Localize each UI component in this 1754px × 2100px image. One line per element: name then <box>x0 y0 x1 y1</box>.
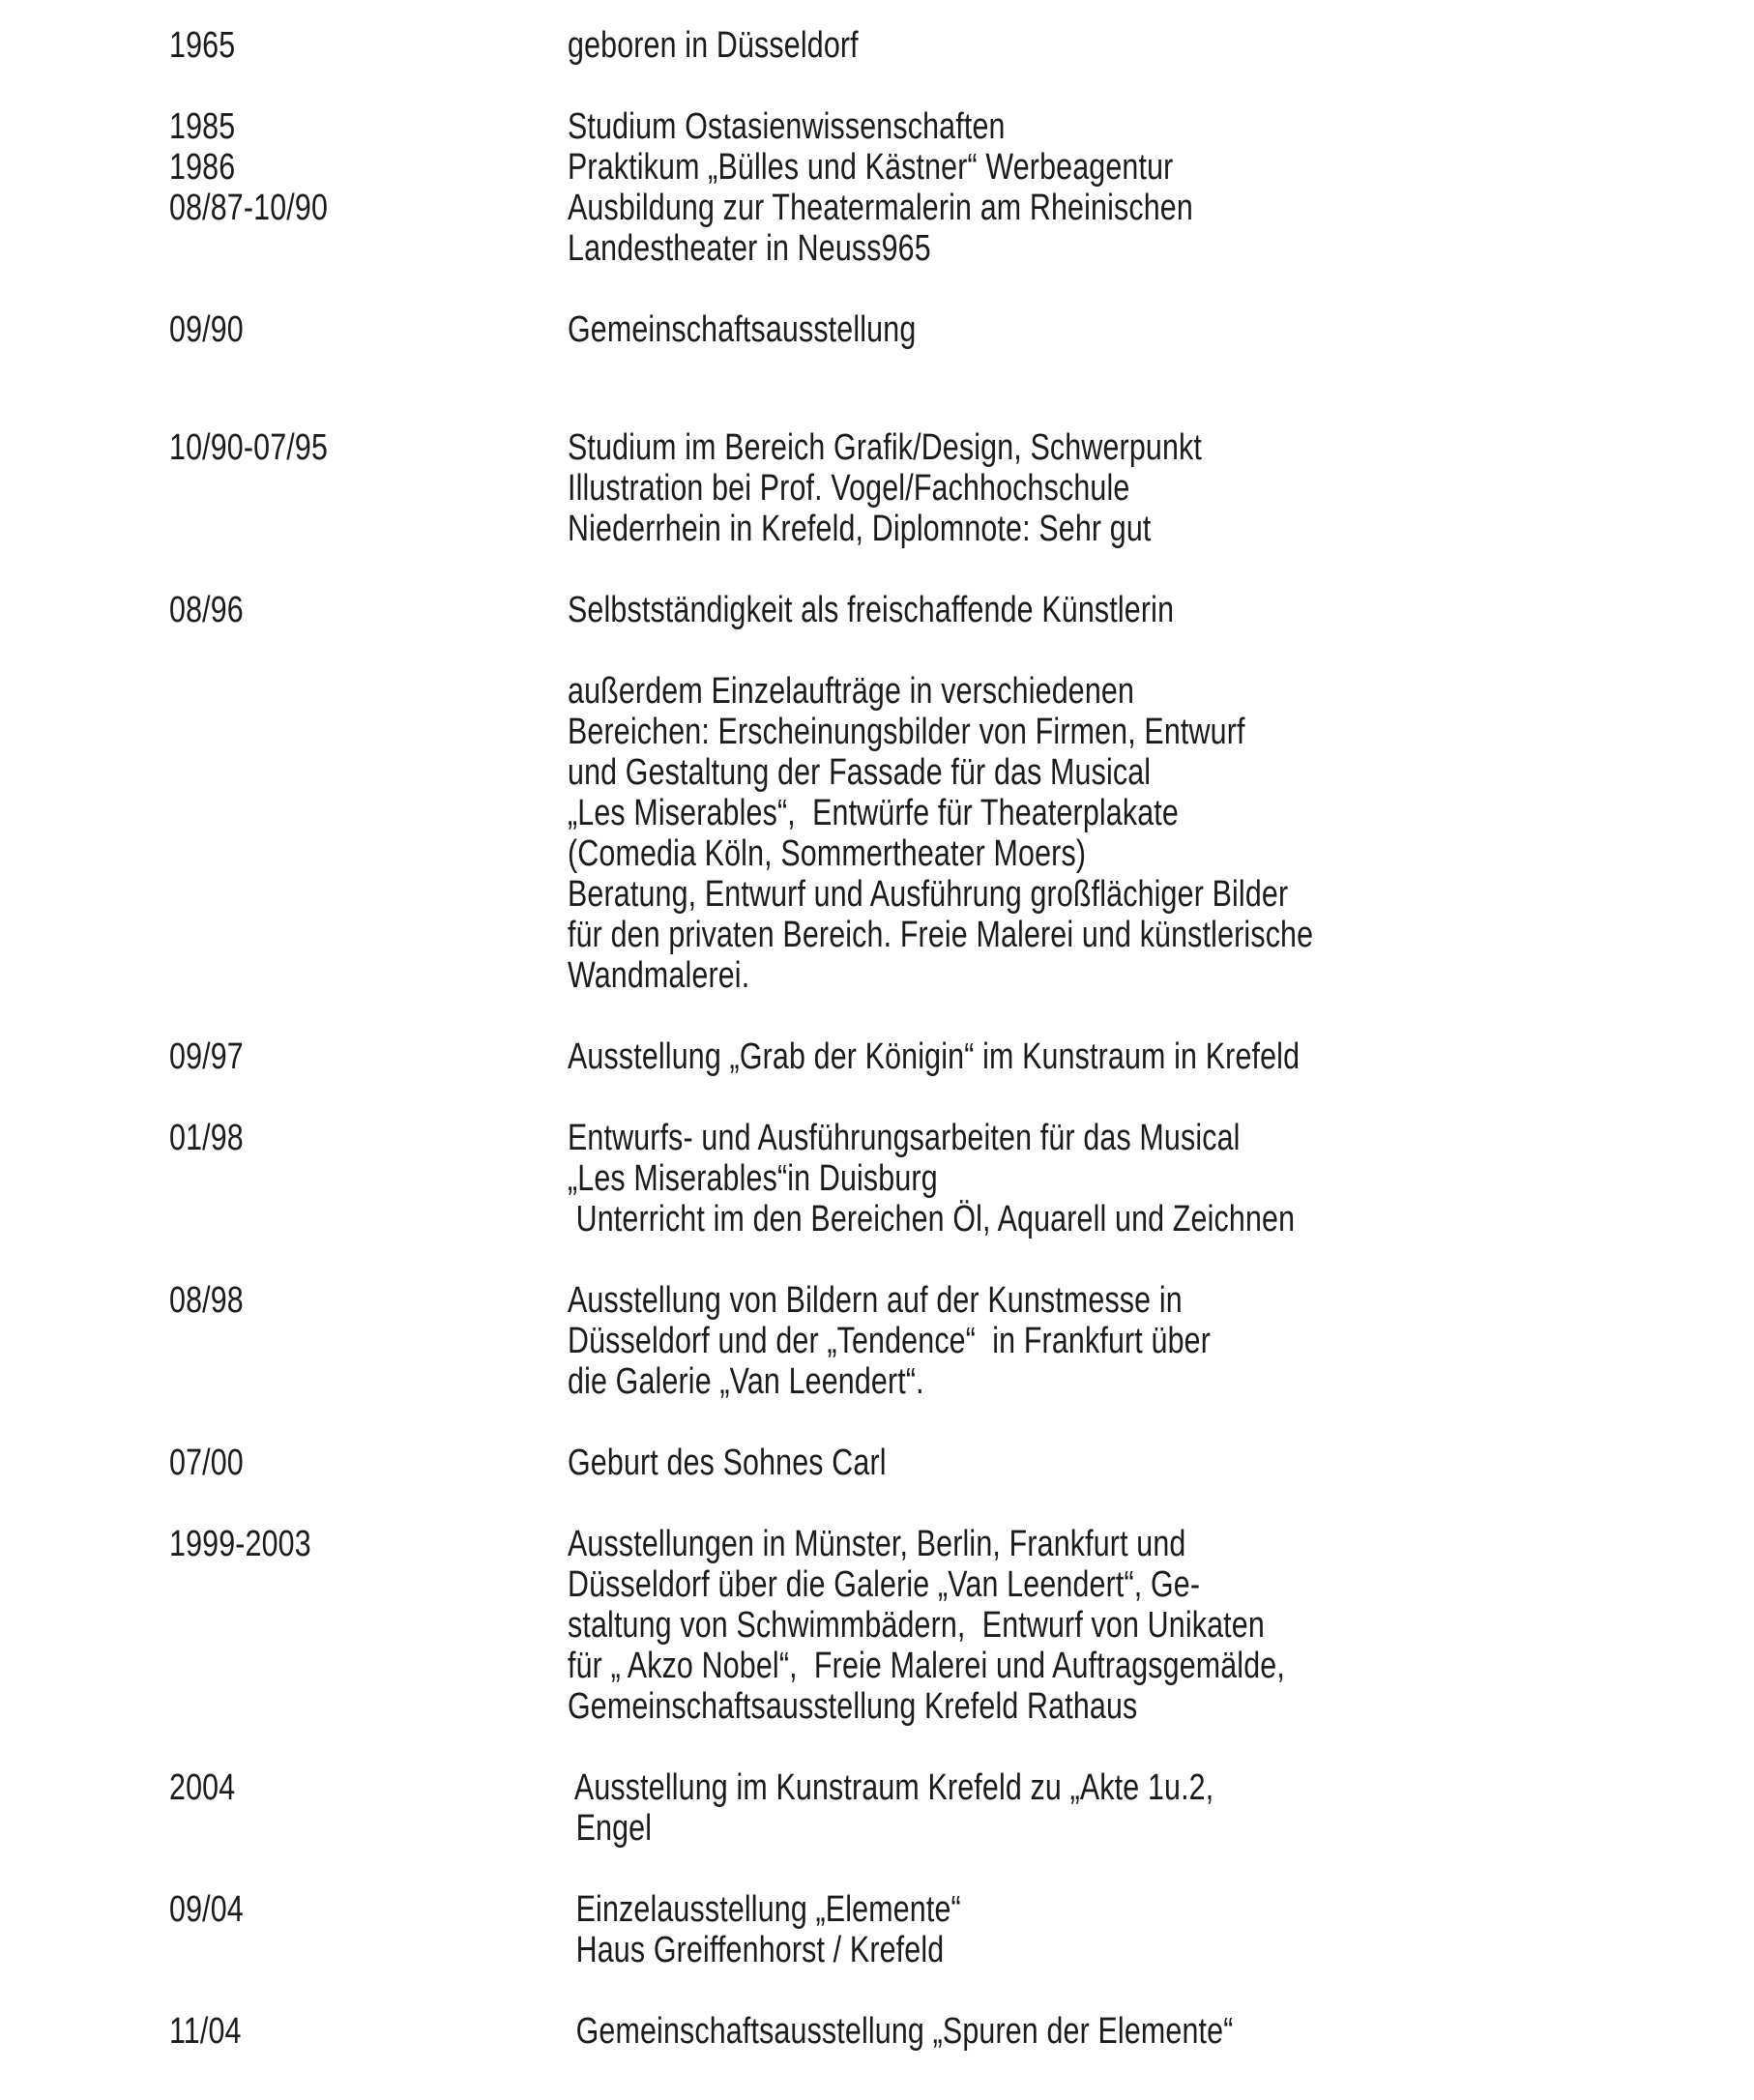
cv-entry-text-line <box>568 833 1754 874</box>
cv-entry-text-line <box>568 228 1754 269</box>
cv-entry-text-line <box>568 1036 1754 1077</box>
cv-entry-text-line <box>568 427 1754 468</box>
cv-entry-text-line <box>568 1361 1754 1402</box>
cv-entry <box>169 1767 1754 1849</box>
cv-entry <box>169 427 1754 549</box>
cv-entry-text-line <box>568 955 1754 996</box>
cv-entry-text: Unterricht im den Bereichen Öl, Aquarell und Zeichnen <box>568 1199 1296 1240</box>
cv-entry-text: Landestheater in Neuss965 <box>568 228 931 269</box>
cv-entry-text: Ausstellungen in Münster, Berlin, Frankfurt und <box>568 1524 1186 1564</box>
cv-entry-date-text: 01/98 <box>169 1118 244 1158</box>
cv-entry-text: Selbstständigkeit als freischaffende Künstlerin <box>568 590 1175 630</box>
cv-entry-date-text: 08/87-10/90 <box>169 188 329 228</box>
cv-entry <box>169 188 1754 269</box>
cv-entry-date <box>169 309 568 350</box>
cv-entry-text: Geburt des Sohnes Carl <box>568 1443 887 1483</box>
cv-entry-date-text: 09/97 <box>169 1036 244 1077</box>
cv-entry-text: und Gestaltung der Fassade für das Musical <box>568 752 1152 793</box>
cv-entry-date-text: 08/98 <box>169 1280 244 1321</box>
cv-entry-text-line <box>568 2011 1754 2052</box>
cv-entry-text: Niederrhein in Krefeld, Diplomnote: Sehr gut <box>568 509 1152 549</box>
cv-entry-date <box>169 25 568 66</box>
cv-entry-date <box>169 1280 568 1321</box>
cv-entry-description <box>568 1443 1754 1483</box>
cv-entry-text-line <box>568 1767 1754 1808</box>
cv-entry-text: Studium Ostasienwissenschaften <box>568 106 1006 147</box>
cv-entry-text: Gemeinschaftsausstellung Krefeld Rathaus <box>568 1686 1138 1727</box>
cv-entry-text-line <box>568 1280 1754 1321</box>
cv-entry-date <box>169 1767 568 1808</box>
cv-entry-description <box>568 1036 1754 1077</box>
cv-entry-text-line <box>568 1605 1754 1646</box>
cv-entry-text-line <box>568 1564 1754 1605</box>
cv-entry-description <box>568 1280 1754 1402</box>
cv-entry-text-line <box>568 712 1754 752</box>
cv-entry-text-line <box>568 752 1754 793</box>
cv-entry-text: Gemeinschaftsausstellung <box>568 309 917 350</box>
cv-entry <box>169 309 1754 350</box>
cv-entry-text-line <box>568 1646 1754 1686</box>
cv-entry <box>169 1524 1754 1727</box>
cv-entry-text: Beratung, Entwurf und Ausführung großflächiger Bilder <box>568 874 1289 915</box>
cv-entry-text-line <box>568 147 1754 188</box>
cv-entry-text-line <box>568 1686 1754 1727</box>
cv-entry-date-text: 08/96 <box>169 590 244 630</box>
cv-entry-text: Ausstellung von Bildern auf der Kunstmesse in <box>568 1280 1183 1321</box>
cv-entry-text: Gemeinschaftsausstellung „Spuren der Elemente“ <box>568 2011 1234 2052</box>
cv-entry-date-text: 07/00 <box>169 1443 244 1483</box>
cv-entry-text: Ausbildung zur Theatermalerin am Rheinischen <box>568 188 1193 228</box>
cv-entry-date <box>169 1036 568 1077</box>
cv-entry-text: Haus Greiffenhorst / Krefeld <box>568 1930 945 1970</box>
cv-entry-text: „Les Miserables“in Duisburg <box>568 1158 938 1199</box>
cv-entry-text-line <box>568 915 1754 955</box>
cv-entry-text: geboren in Düsseldorf <box>568 25 859 66</box>
cv-entry-text: Engel <box>568 1808 653 1849</box>
cv-entry-date-text: 1985 <box>169 106 236 147</box>
cv-entry-text-line <box>568 1443 1754 1483</box>
cv-entry <box>169 590 1754 996</box>
cv-entry-text: Wandmalerei. <box>568 955 750 996</box>
cv-entry-text-line <box>568 309 1754 350</box>
cv-entry-description <box>568 1118 1754 1240</box>
cv-entry-text-line <box>568 1524 1754 1564</box>
cv-entry-text: Entwurfs- und Ausführungsarbeiten für das Musical <box>568 1118 1241 1158</box>
cv-entry-text: Bereichen: Erscheinungsbilder von Firmen, Entwurf <box>568 712 1245 752</box>
cv-entry-text-line <box>568 1118 1754 1158</box>
cv-entry-text-line <box>568 590 1754 630</box>
cv-entry-text-line <box>568 188 1754 228</box>
cv-entry-date-text: 1999-2003 <box>169 1524 311 1564</box>
cv-entry-text: staltung von Schwimmbädern, Entwurf von Unikaten <box>568 1605 1265 1646</box>
cv-entry-date <box>169 590 568 630</box>
cv-entry-text-line <box>568 874 1754 915</box>
cv-entry <box>169 1889 1754 1970</box>
cv-entry-date <box>169 1443 568 1483</box>
cv-entry-date-text: 2004 <box>169 1767 236 1808</box>
cv-entry-date <box>169 1524 568 1564</box>
cv-entry-description <box>568 309 1754 350</box>
cv-entry-text-line <box>568 630 1754 671</box>
cv-entry-description <box>568 1767 1754 1849</box>
cv-entry-text: (Comedia Köln, Sommertheater Moers) <box>568 833 1087 874</box>
cv-entry-text-line <box>568 25 1754 66</box>
cv-entry-text-line <box>568 106 1754 147</box>
cv-entry-text: außerdem Einzelaufträge in verschiedenen <box>568 671 1135 712</box>
cv-entry-text-line <box>568 1158 1754 1199</box>
cv-entry-text-line <box>568 671 1754 712</box>
cv-entry-text: für „ Akzo Nobel“, Freie Malerei und Auftragsgemälde, <box>568 1646 1285 1686</box>
cv-entry-date-text: 1965 <box>169 25 236 66</box>
cv-entry-date-text: 10/90-07/95 <box>169 427 329 468</box>
cv-entry <box>169 2011 1754 2052</box>
cv-entry-date <box>169 1118 568 1158</box>
cv-entry-description <box>568 25 1754 66</box>
cv-entry-text-line <box>568 793 1754 833</box>
cv-entry-text: für den privaten Bereich. Freie Malerei und künstlerische <box>568 915 1314 955</box>
cv-entry-date <box>169 147 568 188</box>
cv-entry <box>169 106 1754 147</box>
cv-entry-text: Ausstellung im Kunstraum Krefeld zu „Akte 1u.2, <box>568 1767 1214 1808</box>
cv-entry-date-text: 09/04 <box>169 1889 244 1930</box>
cv-entry-description <box>568 106 1754 147</box>
cv-entry-date <box>169 188 568 228</box>
cv-entry-text: Einzelausstellung „Elemente“ <box>568 1889 961 1930</box>
cv-entry-description <box>568 427 1754 549</box>
cv-entry-description <box>568 1889 1754 1970</box>
cv-entry <box>169 1118 1754 1240</box>
cv-entry <box>169 1443 1754 1483</box>
cv-entry-date-text: 1986 <box>169 147 236 188</box>
cv-entry-description <box>568 188 1754 269</box>
cv-entry-text-line <box>568 509 1754 549</box>
cv-entry-date <box>169 1889 568 1930</box>
cv-entry-text: Illustration bei Prof. Vogel/Fachhochschule <box>568 468 1130 509</box>
cv-entry-date <box>169 2011 568 2052</box>
cv-entry <box>169 1280 1754 1402</box>
cv-entry <box>169 25 1754 66</box>
cv-entry-date <box>169 106 568 147</box>
cv-entry-text-line <box>568 1321 1754 1361</box>
cv-entry-list <box>169 25 1754 2052</box>
cv-entry-text-line <box>568 1199 1754 1240</box>
cv-entry-text: „Les Miserables“, Entwürfe für Theaterplakate <box>568 793 1179 833</box>
cv-entry-text: Düsseldorf und der „Tendence“ in Frankfurt über <box>568 1321 1211 1361</box>
cv-entry-date <box>169 427 568 468</box>
cv-entry-description <box>568 590 1754 996</box>
cv-entry-text-line <box>568 1889 1754 1930</box>
cv-entry-text: Studium im Bereich Grafik/Design, Schwerpunkt <box>568 427 1202 468</box>
cv-entry-text: Ausstellung „Grab der Königin“ im Kunstraum in Krefeld <box>568 1036 1301 1077</box>
cv-entry-description <box>568 147 1754 188</box>
cv-entry-description <box>568 1524 1754 1727</box>
cv-entry-text-line <box>568 468 1754 509</box>
cv-entry-text: die Galerie „Van Leendert“. <box>568 1361 924 1402</box>
cv-entry-text: Düsseldorf über die Galerie „Van Leendert“, Ge- <box>568 1564 1201 1605</box>
cv-entry-text: Praktikum „Bülles und Kästner“ Werbeagentur <box>568 147 1174 188</box>
cv-entry-date-text: 09/90 <box>169 309 244 350</box>
cv-entry <box>169 147 1754 188</box>
cv-entry-description <box>568 2011 1754 2052</box>
cv-entry-text-line <box>568 1930 1754 1970</box>
cv-entry <box>169 1036 1754 1077</box>
cv-entry-date-text: 11/04 <box>169 2011 242 2052</box>
cv-entry-text-line <box>568 1808 1754 1849</box>
